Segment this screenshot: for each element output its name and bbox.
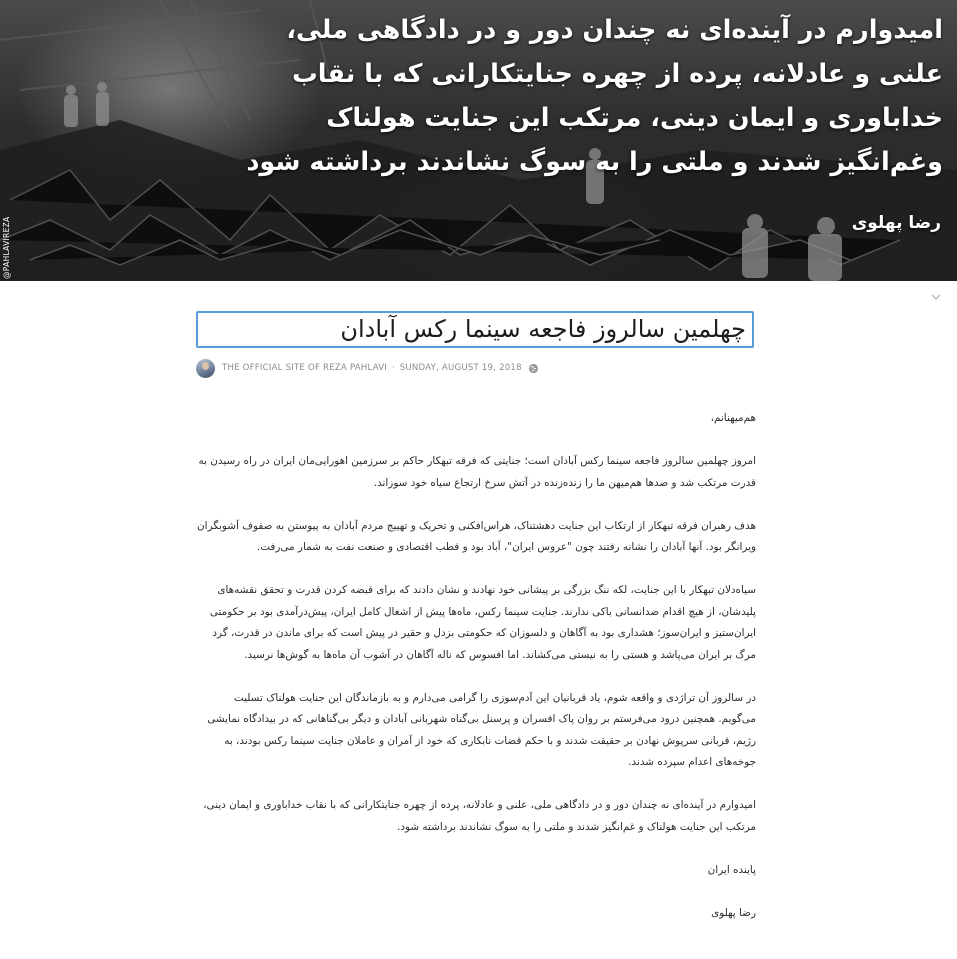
hero-quote-line: خداباوری و ایمان دینی، مرتکب این جنایت هولناک: [326, 103, 943, 133]
hero-quote: [243, 8, 943, 184]
hero-quote-line: وغم‌انگیز شدند و ملتی را به سوگ نشاندند برداشته شود: [246, 147, 943, 177]
author-site-link[interactable]: THE OFFICIAL SITE OF REZA PAHLAVI: [222, 363, 388, 373]
avatar[interactable]: [196, 359, 215, 378]
hero-signature: رضا پهلوی: [851, 213, 941, 233]
article-title: چهلمین سالروز فاجعه سینما رکس آبادان: [340, 315, 746, 343]
hero-banner: [0, 0, 957, 281]
globe-icon[interactable]: [528, 363, 539, 374]
article-paragraph: سیاه‌دلان تبهکار با این جنایت، لکه ننگ بزرگی بر پیشانی خود نهادند و نشان دادند که برای قبضه کردن قدرت و تحقق نقشه‌های پلیدشان، از هیچ اقدام ضدانسانی باکی ندارند. جنایت سینما رکس، ماه‌ها پیش از اشغال کامل ایران، پیش‌درآمدی بود بر حکومتی ایران‌ستیز و ایران‌سوز؛ هشداری بود به آگاهان و دلسوزان که حکومتی بزدل و حقیر در پیش است که برای ماندن در قدرت، گرد مرگ بر ایران می‌پاشد و هستی را به نیستی می‌کشاند. اما افسوس که ناله آگاهان در آشوب آن ماه‌ها به گوش‌ها نرسید.: [209, 584, 756, 661]
article-meta: [196, 357, 539, 379]
closing: پاینده ایران: [707, 863, 756, 876]
salutation: هم‌میهنانم،: [710, 412, 756, 424]
article-paragraph: امروز چهلمین سالروز فاجعه سینما رکس آبادان است؛ جنایتی که فرقه تبهکار حاکم بر سرزمین اهورایی‌مان ایران در راه رسیدن به قدرت مرتکب شد و صدها هم‌میهن ما را زنده‌زنده در آتش سرخ ارتجاع سیاه خود سوزاند.: [198, 455, 756, 489]
hero-handle: @PAHLAVIREZA: [2, 216, 11, 279]
meta-separator: ·: [392, 363, 395, 373]
publish-date[interactable]: SUNDAY, AUGUST 19, 2018: [399, 363, 522, 373]
article-paragraph: امیدوارم در آینده‌ای نه چندان دور و در دادگاهی ملی، علنی و عادلانه، پرده از چهره جنایتکارانی که با نقاب خداباوری و ایمان دینی، مرتکب این جنایت هولناک و غم‌انگیز شدند و ملتی را به سوگ نشاندند برداشته شود.: [203, 799, 756, 833]
hero-quote-line: علنی و عادلانه، پرده از چهره جنایتکارانی که با نقاب: [292, 59, 943, 89]
chevron-down-icon[interactable]: [929, 290, 943, 304]
article-body: [196, 408, 756, 946]
article-paragraph: هدف رهبران فرقه تبهکار از ارتکاب این جنایت دهشتناک، هراس‌افکنی و تحریک و تهییج مردم آبادان به پیوستن به صفوف آشوبگران ویرانگر بود. آنها آبادان را نشانه رفتند چون "عروس ایران"، آباد بود و قطب اقتصادی و صنعت نفت به شمار می‌رفت.: [197, 519, 756, 553]
hero-quote-line: امیدوارم در آینده‌ای نه چندان دور و در دادگاهی ملی،: [286, 15, 943, 45]
signature: رضا پهلوی: [711, 906, 756, 919]
article-title-field[interactable]: [196, 311, 754, 348]
article-paragraph: در سالروز آن تراژدی و واقعه شوم، یاد قربانیان این آدم‌سوزی را گرامی می‌دارم و به بازماندگان این جنایت هولناک تسلیت می‌گویم. همچنین درود می‌فرستم بر روان پاک افسران و پرسنل بی‌گناه شهربانی آبادان و دیگر بی‌گناهانی که در بیدادگاه نمایشی رژیم، قربانی سرپوش نهادن بر حقیقت شدند و با حکم قضات نابکاری که خود از آمران و عاملان جنایت سینما رکس بودند، به جوخه‌های اعدام سپرده شدند.: [207, 691, 756, 768]
